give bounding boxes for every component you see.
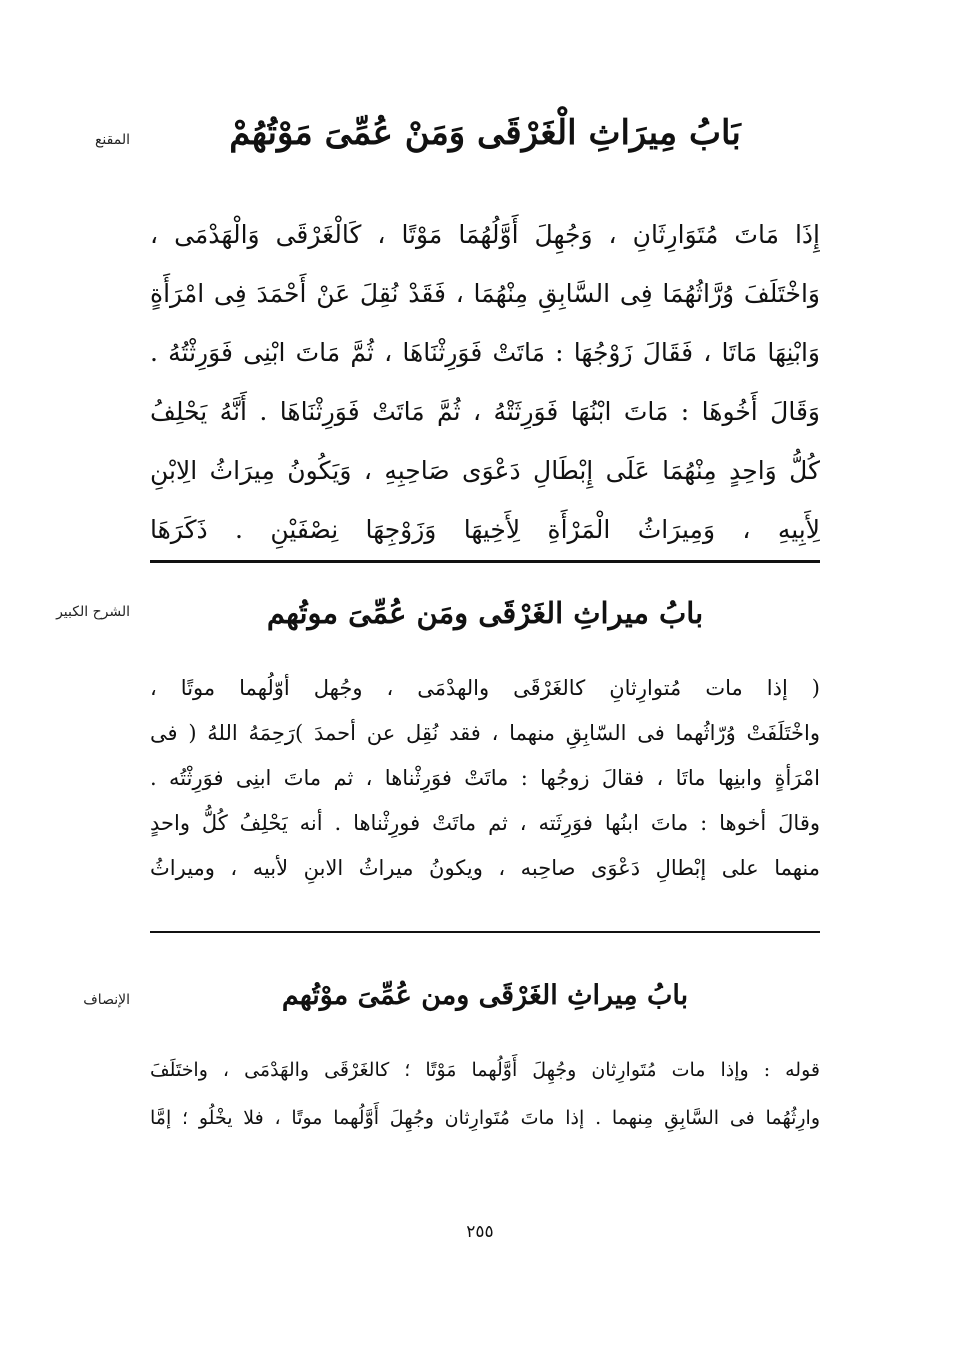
- section-label-insaf: الإنصاف: [83, 992, 130, 1008]
- text-line: وارِثُهُما فى السَّابِقِ مِنهما . إذا ماتَ مُتَوارِثان وجُهِلَ أَوَّلُهما موتًا ، فلا يخْلُو ؛ إمَّا: [150, 1107, 820, 1129]
- text-line: وَابْنِهَا مَاتَا ، فَقَالَ زَوْجُهَا : مَاتَتْ فَوَرِثْنَاهَا ، ثُمَّ مَاتَ ابْنِى فَوَرِثْتُهُ .: [150, 338, 820, 367]
- text-line: قوله : وإذا مات مُتَوارِثان وجُهِلَ أَوَّلُهما مَوْتًا ؛ كالغَرْقَى والهَدْمَى ، واختَلَفَ: [150, 1059, 820, 1081]
- text-line: إِذَا مَاتَ مُتَوَارِثَانِ ، وَجُهِلَ أَوَّلُهُمَا مَوْتًا ، كَالْغَرْقَى وَالْهَدْمَى ،: [150, 220, 820, 249]
- section-title-sharh-kabir: بابُ ميراثِ الغَرْقَى ومَن عُمِّىَ موتُهم: [266, 596, 704, 630]
- section-title-insaf: بابُ مِيراثِ الغَرْقَى ومن عُمِّىَ موْتُهم: [281, 980, 689, 1011]
- text-line: وقالَ أخوها : ماتَ ابنُها فوَرِثَته ، ثم ماتَتْ فورِثْناها . أنه يَحْلِفُ كُلُّ واحدٍ: [150, 811, 820, 835]
- text-line: منهما على إبْطالِ دَعْوَى صاحِبه ، ويكونُ ميراثُ الابنِ لأبيه ، وميراثُ: [150, 856, 820, 880]
- section-divider: [150, 560, 820, 563]
- page-number: ٢٥٥: [466, 1222, 494, 1242]
- section-divider: [150, 931, 820, 933]
- section-title-muqni: بَابُ مِيرَاثِ الْغَرْقَى وَمَنْ عُمِّىَ مَوْتُهُمْ: [229, 113, 741, 153]
- text-line: وَاخْتَلَفَ وُرَّاثُهُمَا فِى السَّابِقِ مِنْهُمَا ، فَقَدْ نُقِلَ عَنْ أَحْمَدَ فِى امْرَأَةٍ: [150, 279, 820, 308]
- section-label-muqni: المقنع: [94, 132, 130, 148]
- text-line: امْرَأةٍ وابنِها ماتَا ، فقالَ زوجُها : ماتَتْ فوَرِثْناها ، ثم ماتَ ابنِى فوَرِثْتُه .: [150, 766, 820, 790]
- section-body-sharh-kabir: [150, 666, 820, 891]
- text-line: ( إذا مات مُتوارِثانِ كالغَرْقَى والهدْمَى ، وجُهل أوّلُهما موتًا ،: [150, 676, 820, 700]
- text-line: كُلُّ وَاحِدٍ مِنْهُمَا عَلَى إِبْطَالِ دَعْوَى صَاحِبِهِ ، وَيَكُونُ مِيرَاثُ الِابْنِ: [150, 456, 820, 485]
- text-line: وَقَالَ أَخُوهَا : مَاتَ ابْنُهَا فَوَرِثَتْهُ ، ثُمَّ مَاتَتْ فَوَرِثْنَاهَا . أَنَّهُ يَحْلِفُ: [150, 397, 820, 426]
- text-line: واخْتَلَفَتْ وُرّاثُهما فى السّابِقِ منهما ، فقد نُقِل عن أحمدَ )رَحِمَهُ اللهُ ( فى: [150, 721, 820, 745]
- section-label-sharh-kabir: الشرح الكبير: [56, 604, 130, 620]
- section-body-insaf: [150, 1046, 820, 1142]
- text-line: لِأَبِيهِ ، وَمِيرَاثُ الْمَرْأَةِ لِأَخِيهَا وَزَوْجِهَا نِصْفَيْنِ . ذَكَرَهَا: [150, 515, 820, 544]
- section-body-muqni: [150, 205, 820, 559]
